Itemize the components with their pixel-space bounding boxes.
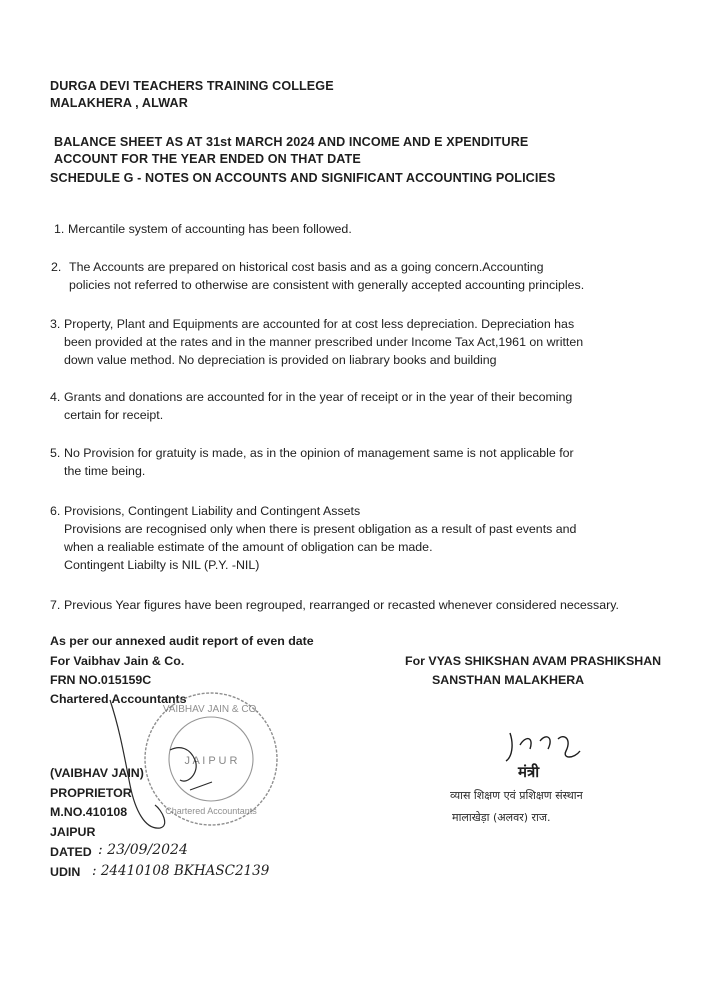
society-name-line-1: For VYAS SHIKSHAN AVAM PRASHIKSHAN bbox=[405, 654, 662, 668]
title-line-1: BALANCE SHEET AS AT 31st MARCH 2024 AND INCOME AND E XPENDITURE bbox=[54, 135, 529, 149]
note-3 bbox=[50, 315, 583, 369]
note-number: 3. bbox=[50, 317, 61, 331]
title-line-2: ACCOUNT FOR THE YEAR ENDED ON THAT DATE bbox=[54, 152, 361, 166]
note-number: 1. bbox=[54, 222, 65, 236]
schedule-title: SCHEDULE G - NOTES ON ACCOUNTS AND SIGNIFICANT ACCOUNTING POLICIES bbox=[50, 171, 556, 185]
secretary-title: मंत्री bbox=[518, 763, 540, 781]
college-name: DURGA DEVI TEACHERS TRAINING COLLEGE bbox=[50, 79, 334, 93]
auditor-firm: For Vaibhav Jain & Co. bbox=[50, 654, 185, 668]
auditor-role: PROPRIETOR bbox=[50, 786, 132, 800]
note-2 bbox=[51, 258, 584, 294]
dated-value: : 23/09/2024 bbox=[98, 842, 188, 858]
svg-text:J A I P U R: J A I P U R bbox=[184, 755, 238, 767]
udin-value: : 24410108 BKHASC2139 bbox=[92, 863, 270, 879]
note-line: the time being. bbox=[64, 464, 146, 478]
college-location: MALAKHERA , ALWAR bbox=[50, 96, 188, 110]
note-number: 7. bbox=[50, 598, 61, 612]
note-line: when a realiable estimate of the amount of obligation can be made. bbox=[64, 540, 433, 554]
note-4 bbox=[50, 388, 572, 424]
society-seal-line-1: व्यास शिक्षण एवं प्रशिक्षण संस्थान bbox=[450, 789, 583, 802]
society-signature bbox=[500, 725, 590, 770]
note-line: Grants and donations are accounted for in the year of receipt or in the year of their becoming bbox=[64, 390, 573, 404]
note-number: 2. bbox=[51, 260, 62, 274]
auditor-name: (VAIBHAV JAIN) bbox=[50, 766, 144, 780]
note-7 bbox=[50, 596, 619, 614]
note-1 bbox=[54, 220, 352, 238]
note-number: 4. bbox=[50, 390, 61, 404]
note-line: Contingent Liabilty is NIL (P.Y. -NIL) bbox=[64, 558, 260, 572]
note-line: Provisions are recognised only when there is present obligation as a result of past events and bbox=[64, 522, 577, 536]
note-number: 6. bbox=[50, 504, 61, 518]
auditor-membership: M.NO.410108 bbox=[50, 805, 128, 819]
svg-text:Chartered Accountants: Chartered Accountants bbox=[165, 806, 257, 816]
auditor-frn: FRN NO.015159C bbox=[50, 673, 152, 687]
note-line: been provided at the rates and in the manner prescribed under Income Tax Act,1961 on written bbox=[64, 335, 584, 349]
note-line: The Accounts are prepared on historical cost basis and as a going concern.Accounting bbox=[69, 260, 544, 274]
dated-label: DATED bbox=[50, 845, 92, 859]
note-number: 5. bbox=[50, 446, 61, 460]
note-line: policies not referred to otherwise are consistent with generally accepted accounting principles. bbox=[69, 278, 585, 292]
note-line: Provisions, Contingent Liability and Contingent Assets bbox=[64, 504, 361, 518]
udin-label: UDIN bbox=[50, 865, 81, 879]
note-line: down value method. No depreciation is provided on liabrary books and building bbox=[64, 353, 497, 367]
note-line: No Provision for gratuity is made, as in the opinion of management same is not applicable for bbox=[64, 446, 574, 460]
auditor-signature bbox=[100, 690, 220, 840]
note-line: Property, Plant and Equipments are accounted for at cost less depreciation. Depreciation has bbox=[64, 317, 575, 331]
note-5 bbox=[50, 444, 574, 480]
note-line: Mercantile system of accounting has been followed. bbox=[68, 222, 352, 236]
note-line: Previous Year figures have been regrouped, rearranged or recasted whenever considered necessary. bbox=[64, 598, 619, 612]
audit-report-line: As per our annexed audit report of even date bbox=[50, 634, 314, 648]
note-6 bbox=[50, 502, 576, 574]
note-line: certain for receipt. bbox=[64, 408, 164, 422]
society-name-line-2: SANSTHAN MALAKHERA bbox=[432, 673, 585, 687]
svg-text:VAIBHAV JAIN & CO.: VAIBHAV JAIN & CO. bbox=[162, 704, 260, 715]
auditor-city: JAIPUR bbox=[50, 825, 96, 839]
society-seal-line-2: मालाखेड़ा (अलवर) राज. bbox=[452, 811, 551, 824]
auditor-designation: Chartered Accountants bbox=[50, 692, 187, 706]
